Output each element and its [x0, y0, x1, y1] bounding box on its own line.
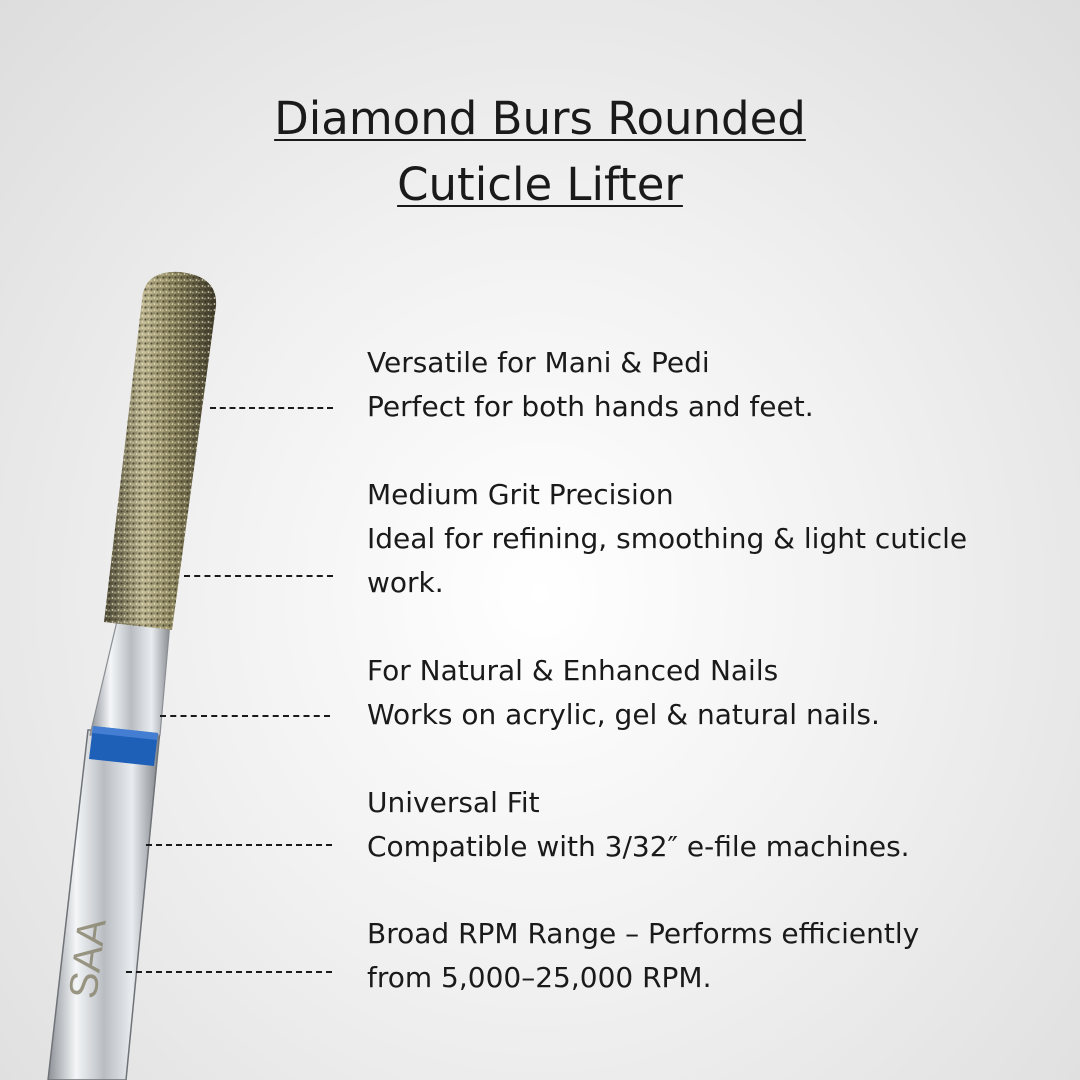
leader-line-2	[184, 575, 333, 577]
feature-text: Compatible with 3/32″ e-file machines.	[367, 830, 910, 863]
leader-line-3	[160, 715, 330, 717]
feature-nail-types	[367, 649, 1047, 737]
leader-line-4	[146, 844, 332, 846]
feature-heading: Versatile for Mani & Pedi	[367, 346, 710, 379]
title-line-1: Diamond Burs Rounded	[274, 92, 806, 145]
feature-medium-grit	[367, 473, 1017, 605]
feature-heading: Universal Fit	[367, 786, 540, 819]
feature-text: Works on acrylic, gel & natural nails.	[367, 698, 880, 731]
drill-bit-icon	[48, 272, 216, 1080]
leader-line-1	[210, 407, 333, 409]
feature-versatile	[367, 341, 1047, 429]
feature-text: Perfect for both hands and feet.	[367, 390, 814, 423]
feature-heading: Broad RPM Range – Performs efficiently from 5,000–25,000 RPM.	[367, 917, 920, 994]
feature-heading: Medium Grit Precision	[367, 478, 674, 511]
feature-text: Ideal for refining, smoothing & light cuticle work.	[367, 522, 968, 599]
leader-line-5	[126, 971, 332, 973]
feature-heading: For Natural & Enhanced Nails	[367, 654, 779, 687]
shank-brand-text: SAA	[61, 916, 115, 1002]
feature-universal-fit	[367, 781, 1047, 869]
title-line-2: Cuticle Lifter	[397, 158, 683, 211]
feature-rpm-range	[367, 912, 987, 1000]
